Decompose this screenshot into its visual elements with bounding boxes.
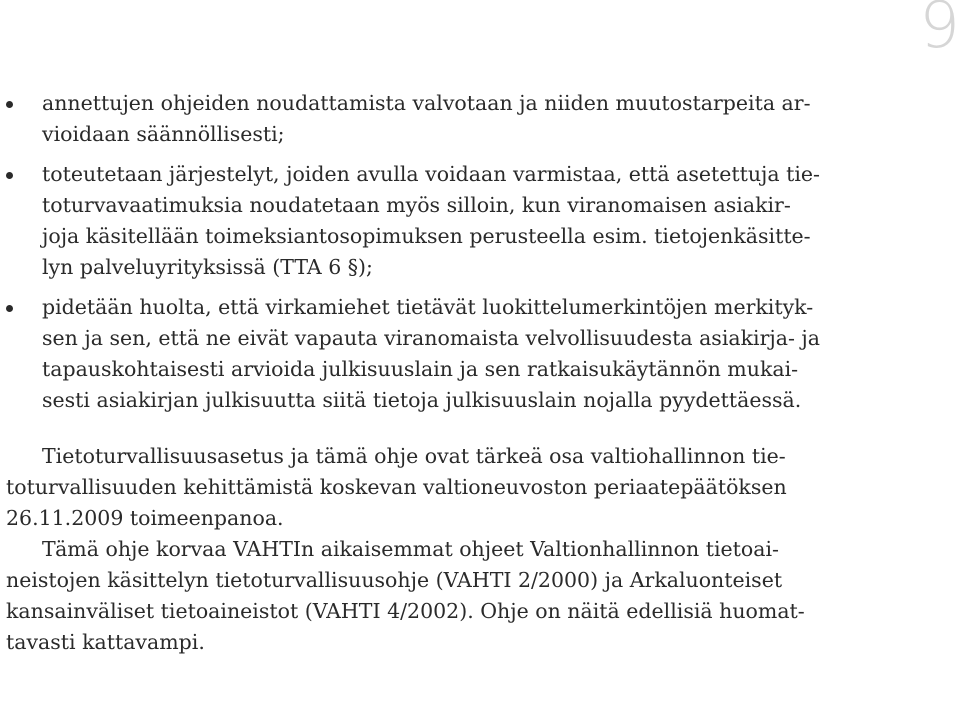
list-item — [6, 159, 842, 283]
text-line: Tietoturvallisuusasetus ja tämä ohje ovat tärkeä osa valtiohallinnon tie- — [42, 444, 786, 468]
page-number: 9 — [919, 0, 960, 63]
text-line: 26.11.2009 toimeenpanoa. — [6, 506, 284, 530]
bullet-list — [6, 88, 842, 416]
paragraph — [6, 534, 842, 658]
text-line: toturvavaatimuksia noudatetaan myös silloin, kun viranomaisen asiakir- — [42, 193, 791, 217]
text-line: vioidaan säännöllisesti; — [42, 122, 285, 146]
text-line: neistojen käsittelyn tietoturvallisuusohje (VAHTI 2/2000) ja Arkaluonteiset — [6, 568, 783, 592]
text-line: toteutetaan järjestelyt, joiden avulla voidaan varmistaa, että asetettuja tie- — [42, 162, 820, 186]
bullet-dot-icon — [6, 101, 13, 108]
text-line: toturvallisuuden kehittämistä koskevan valtioneuvoston periaatepäätöksen — [6, 475, 787, 499]
text-line: lyn palveluyrityksissä (TTA 6 §); — [42, 255, 373, 279]
text-line: tapauskohtaisesti arvioida julkisuuslain ja sen ratkaisukäytännön mukai- — [42, 357, 799, 381]
text-line: joja käsitellään toimeksiantosopimuksen perusteella esim. tietojenkäsitte- — [42, 224, 811, 248]
bullet-dot-icon — [6, 172, 13, 179]
text-line: pidetään huolta, että virkamiehet tietävät luokittelumerkintöjen merkityk- — [42, 295, 814, 319]
bullet-dot-icon — [6, 305, 13, 312]
document-body — [6, 88, 842, 658]
text-line: annettujen ohjeiden noudattamista valvotaan ja niiden muutostarpeita ar- — [42, 91, 811, 115]
paragraph — [6, 441, 842, 534]
text-line: sesti asiakirjan julkisuutta siitä tietoja julkisuuslain nojalla pyydettäessä. — [42, 388, 802, 412]
text-line: sen ja sen, että ne eivät vapauta viranomaista velvollisuudesta asiakirja- ja — [42, 326, 820, 350]
text-line: tavasti kattavampi. — [6, 630, 205, 654]
list-item — [6, 88, 842, 150]
list-item — [6, 292, 842, 416]
text-line: kansainväliset tietoaineistot (VAHTI 4/2002). Ohje on näitä edellisiä huomat- — [6, 599, 805, 623]
text-line: Tämä ohje korvaa VAHTIn aikaisemmat ohjeet Valtionhallinnon tietoai- — [42, 537, 779, 561]
